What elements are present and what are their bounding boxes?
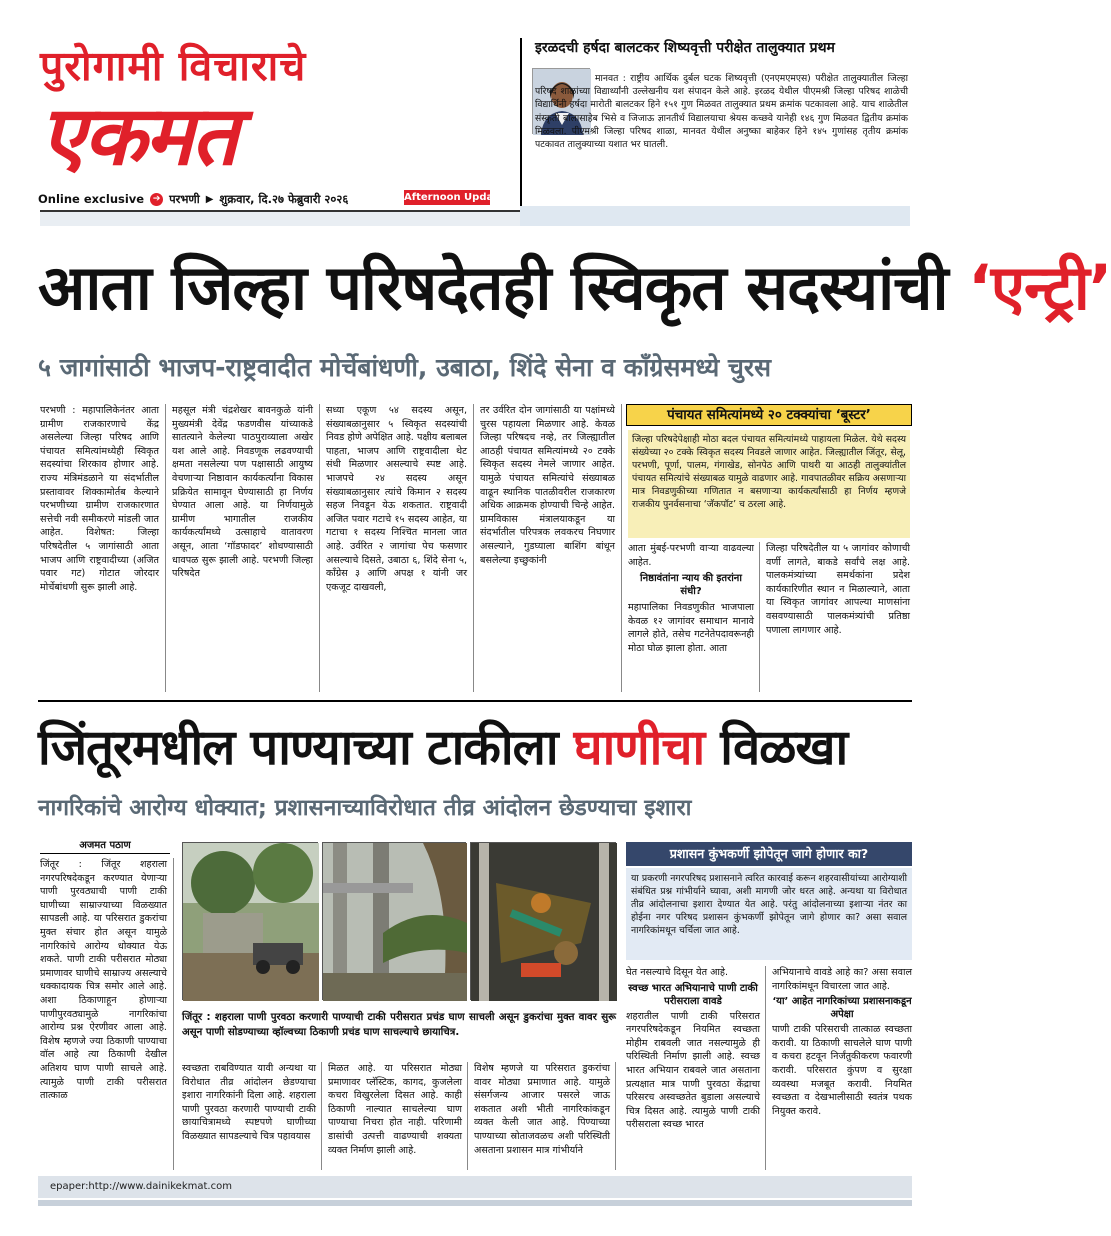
city-label: परभणी <box>169 191 200 206</box>
top-news-text: मानवत : राष्ट्रीय आर्थिक दुर्बल घटक शिष्यवृत्ती (एनएमएमएस) परीक्षेत तालुक्यातील जिल्हा परिषद शाळांच्या विद्यार्थ्यांनी उल्लेखनीय यश संपादन केले आहे. इरळद येथील पीएमश्री जिल्हा परिषद शाळेची विद्यार्थिनी हर्षदा मारोती बालटकर हिने १५१ गुण मिळवत तालुक्यात प्रथम क्रमांक पटकावला आहे. याच शाळेतील संस्कृती बालासाहेब भिसे व जिजाऊ ज्ञानतीर्थ विद्यालयाचा श्रेयस कच्छवे यानेही १४६ गुण मिळवत द्वितीय क्रमांक मिळवला. पीएमश्री जिल्हा परिषद शाळा, मानवत येथील अनुष्का बाहेकर हिने १४५ गुणांसह तृतीय क्रमांक पटकावत तालुक्याच्या यशात भर घातली. <box>535 73 908 151</box>
play-icon: ▶ <box>205 193 214 205</box>
online-exclusive-label: Online exclusive <box>38 192 145 206</box>
story2-column-4: विशेष म्हणजे या परिसरात डुकरांचा वावर मोठ्या प्रमाणात आहे. यामुळे संसर्गजन्य आजार पसरले जाऊ शकतात अशी भीती नागरिकांकडून व्यक्त केली जात आहे. पिण्याच्या पाण्याच्या स्रोताजवळच अशी परिस्थिती असताना प्रशासन मात्र गांभीर्याने <box>474 1062 616 1170</box>
valve-garbage-image <box>471 843 617 1001</box>
story2-column-5-text-b: शहरातील पाणी टाकी परिसरात नगरपरिषदेकडून नियमित स्वच्छता मोहीम राबवली जात नसल्यामुळे ही परिस्थिती निर्माण झाली आहे. स्वच्छ भारत अभियान राबवले जात असताना प्रत्यक्षात मात्र पाणी पुरवठा केंद्राचा परिसरच अस्वच्छतेत बुडाला असल्याचे चित्र दिसत आहे. त्यामुळे पाणी टाकी परीसराला स्वच्छ भारत <box>626 1010 760 1131</box>
story1-column-5-text-b: महापालिका निवडणुकीत भाजपाला केवळ १२ जागांवर समाधान मानावे लागले होते, तसेच गटनेतेपदावरूनही मोठा घोळ झाला होता. आता <box>628 602 754 654</box>
arrow-right-icon: ➔ <box>150 193 163 206</box>
story1-column-4: तर उर्वरित दोन जागांसाठी या पक्षांमध्ये चुरस पहायला मिळणार आहे. केवळ जिल्हा परिषदच नव्हे, तर जिल्ह्यातील आठही पंचायत समित्यांमध्ये २० टक्के स्विकृत सदस्य नेमले जाणार आहेत. यामुळे पंचायत समित्यांचे संख्याबळ वाढून स्थानिक पातळीवरील राजकारण अधिक आक्रमक होण्याची चिन्हे आहेत. ग्रामविकास मंत्रालयाकडून या संदर्भातील परिपत्रक लवकरच निघणार असल्याने, गुडघ्याला बाशिंग बांधून बसलेल्या इच्छुकांनी <box>480 404 622 692</box>
tank-photo-3 <box>470 842 616 1000</box>
story1-column-3: सध्या एकूण ५४ सदस्य असून, संख्याबळानुसार ५ स्विकृत सदस्यांची निवड होणे अपेक्षित आहे. पक्षीय बलाबल पाहता, भाजप आणि राष्ट्रवादीला थेट संधी मिळणार असल्याचे स्पष्ट आहे. भाजपचे २४ सदस्य असून संख्याबळानुसार त्यांचे किमान २ सदस्य सहज निवडून येऊ शकतात. राष्ट्रवादी अजित पवार गटाचे १५ सदस्य आहेत, या गटाचा १ सदस्य निश्चित मानला जात आहे. उर्वरित २ जागांचा पेच फसणार असल्याचे दिसते, उबाठा ६, शिंदे सेना ५, काँग्रेस ३ आणि अपक्ष १ यांनी जर एकजूट दाखवली, <box>326 404 474 692</box>
story1-column-5-text: आता मुंबई-परभणी वाऱ्या वाढवल्या आहेत. <box>628 543 754 568</box>
story2-column-6-text: अभियानाचे वावडे आहे का? असा सवाल नागरिकांमधून विचारला जात आहे. <box>772 967 912 992</box>
water-tank-image <box>323 843 467 1001</box>
story1-column-5 <box>628 542 760 692</box>
story2-column-6 <box>772 966 912 1170</box>
story2-headline-text: जिंतूरमधील पाण्याच्या टाकीला <box>38 719 574 776</box>
story2-column-5 <box>626 966 766 1170</box>
footer-url[interactable]: epaper:http://www.dainikekmat.com <box>38 1176 912 1198</box>
story2-headline-highlight: घाणीचा <box>573 719 705 776</box>
story2-column-1: जिंतूर : जिंतूर शहराला नगरपरिषदेकडून करण्यात येणाऱ्या पाणी पुरवठ्याची पाणी टाकी घाणीच्या साम्राज्याच्या विळख्यात सापडली आहे. या परिसरात डुकरांचा मुक्त संचार होत असून यामुळे नागरिकांचे आरोग्य धोक्यात येऊ शकते. पाणी टाकी परीसरात मोठ्या प्रमाणावर घाणीचे साम्राज्य असल्याचे धक्कादायक चित्र समोर आले आहे. अशा ठिकाणाहून होणाऱ्या पाणीपुरवठ्यामुळे नागरिकांचा आरोग्य प्रश्न ऐरणीवर आला आहे. विशेष म्हणजे ज्या ठिकाणी पाण्याचा वॉल आहे त्या ठिकाणी देखील अतिशय घाण पाणी साचले आहे. त्यामुळे पाणी टाकी परीसरात तात्काळ <box>40 858 174 1170</box>
photo-caption: जिंतूर : शहराला पाणी पुरवठा करणारी पाण्याची टाकी परीसरात प्रचंड घाण साचली असून डुकरांचा मुक्त वावर सुरू असून पाणी सोडण्याच्या व्हॉल्वच्या ठिकाणी प्रचंड घाण साचल्याचे छायाचित्र. <box>182 1012 616 1038</box>
footer-bar <box>38 1200 912 1206</box>
date-label: शुक्रवार, दि.२७ फेब्रुवारी २०२६ <box>219 191 349 206</box>
story2-subheadline: नागरिकांचे आरोग्य धोक्यात; प्रशासनाच्याविरोधात तीव्र आंदोलन छेडण्याचा इशारा <box>38 795 692 821</box>
masthead-logo: एकमत <box>40 88 237 184</box>
story1-column-2: महसूल मंत्री चंद्रशेखर बावनकुळे यांनी मुख्यमंत्री देवेंद्र फडणवीस यांच्याकडे सातत्याने केलेल्या पाठपुराव्याला अखेर यश आले आहे. निवडणूक लढवण्याची क्षमता नसलेल्या पण पक्षासाठी आयुष्य वेचणाऱ्या निष्ठावान कार्यकर्त्यांना विकास प्रक्रियेत सामावून घेण्यासाठी हा निर्णय घेण्यात आला आहे. या निर्णयामुळे ग्रामीण भागातील राजकीय कार्यकर्त्यांमध्ये उत्साहाचे वातावरण असून, आता ‘गॉडफादर’ शोधण्यासाठी धावपळ सुरू झाली आहे. परभणी जिल्हा परिषदेत <box>172 404 320 692</box>
story1-column-6: जिल्हा परिषदेतील या ५ जागांवर कोणाची वर्णी लागते, बाकडे सर्वांचे लक्ष आहे. पालकमंत्र्यांच्या समर्थकांना प्रदेश कार्यकारिणीत स्थान न मिळाल्याने, आता या स्विकृत जागांवर आपल्या माणसांना वसवण्यासाठी पालकमंत्र्यांची प्रतिष्ठा पणाला लागणार आहे. <box>766 543 910 636</box>
story1-column-5-subhead: निष्ठावंतांना न्याय की इतरांना संधी? <box>640 573 742 598</box>
story2-byline: अजमत पठाण <box>40 838 170 854</box>
story1-headline <box>38 236 1111 340</box>
story2-box-text: या प्रकरणी नगरपरिषद प्रशासनाने त्वरित कारवाई करून शहरवासीयांच्या आरोग्याशी संबंधित प्रश्न गांभीर्याने घ्यावा, अशी मागणी जोर धरत आहे. अन्यथा या विरोधात तीव्र आंदोलनाचा इशारा देण्यात येत आहे. परंतु आंदोलनाच्या इशाऱ्या नंतर का होईना नगर परिषद प्रशासन कुंभकर्णी झोपेतून जागे होणार का? असा सवाल नागरिकांमधून चर्चिला जात आहे. <box>626 868 912 960</box>
top-news-bottom-bar <box>520 206 910 226</box>
top-news-body <box>535 72 908 206</box>
story2-column-2: स्वच्छता राबविण्यात यावी अन्यथा या विरोधात तीव्र आंदोलन छेडण्याचा इशारा नागरिकांनी दिला आहे. शहराला पाणी पुरवठा करणारी पाण्याची टाकी छायाचित्रामध्ये स्पष्टपणे घाणीच्या विळख्यात सापडल्याचे चित्र पहावयास <box>182 1062 322 1170</box>
tank-yard-image <box>183 843 319 1001</box>
story2-column-6-subhead: ‘या’ आहेत नागरिकांच्या प्रशासनाकडून अपेक्षा <box>772 996 912 1021</box>
tank-photo-2 <box>322 842 466 1000</box>
story1-subheadline: ५ जागांसाठी भाजप-राष्ट्रवादीत मोर्चेबांधणी, उबाठा, शिंदे सेना व कॉंग्रेसमध्ये चुरस <box>38 353 771 382</box>
story2-column-5-subhead: स्वच्छ भारत अभियानाचे पाणी टाकी परीसराला वावडे <box>628 982 758 1007</box>
story2-column-3: मिळत आहे. या परिसरात मोठ्या प्रमाणावर प्लॅस्टिक, कागद, कुजलेला कचरा विखुरलेला दिसत आहे. काही ठिकाणी नाल्यात साचलेल्या घाण पाण्याचा निचरा होत नाही. परिणामी डासांची उत्पत्ती वाढण्याची शक्यता व्यक्त निर्माण झाली आहे. <box>328 1062 468 1170</box>
masthead-tagline: पुरोगामी विचाराचे <box>40 42 307 90</box>
story1-column-1: परभणी : महापालिकेनंतर आता ग्रामीण राजकारणाचे केंद्र असलेल्या जिल्हा परिषद आणि पंचायत समित्यांमध्येही स्विकृत सदस्यांचा शिरकाव होणार आहे. राज्य मंत्रिमंडळाने या संदर्भातील प्रस्तावावर शिक्कामोर्तब केल्याने परभणीच्या ग्रामीण राजकारणात सत्तेची नवी समीकरणे मांडली जात आहेत. विशेषत: जिल्हा परिषदेतील ५ जागांसाठी आता भाजप आणि राष्ट्रवादीच्या (अजित पवार गट) गोटात जोरदार मोर्चेबांधणी सुरू झाली आहे. <box>40 404 166 692</box>
story1-headline-text: आता जिल्हा परिषदेतही स्विकृत सदस्यांची <box>38 251 969 324</box>
story2-box-title: प्रशासन कुंभकर्णी झोपेतून जागे होणार का? <box>626 842 912 866</box>
story1-headline-highlight: ‘एन्ट्री’ <box>968 251 1111 324</box>
story2-headline <box>38 708 916 788</box>
section-divider <box>38 700 912 702</box>
story2-column-6-text-b: पाणी टाकी परिसराची तात्काळ स्वच्छता करावी. या ठिकाणी साचलेले घाण पाणी व कचरा हटवून निर्जंतुकीकरण फवारणी करावी. परिसरात कुंपण व सुरक्षा व्यवस्था मजबूत करावी. नियमित स्वच्छता व देखभालीसाठी स्वतंत्र पथक नियुक्त करावे. <box>772 1024 912 1117</box>
story1-box-text: जिल्हा परिषदेपेक्षाही मोठा बदल पंचायत समित्यांमध्ये पाहायला मिळेल. येथे सदस्य संख्येच्या २० टक्के स्विकृत सदस्य निवडले जाणार आहेत. जिल्ह्यातील जिंतूर, सेलू, परभणी, पूर्णा, पालम, गंगाखेड, सोनपेठ आणि पाथरी या आठही तालुक्यांतील पंचायत समित्यांचे संख्याबळ यामुळे वाढणार आहे. गावपातळीवर सक्रिय असणाऱ्या मात्र निवडणुकीच्या गणितात न बसणाऱ्या कार्यकर्त्यांसाठी हा निर्णय म्हणजे राजकीय पुनर्वसनाचा ‘जॅकपॉट’ च ठरला आहे. <box>628 430 910 538</box>
story2-headline-text-end: विळखा <box>704 719 848 776</box>
tank-photo-1 <box>182 842 318 1000</box>
edition-badge: Afternoon Update <box>404 192 505 203</box>
story1-box-title: पंचायत समित्यांमध्ये २० टक्क्यांचा ‘बूस्टर’ <box>626 404 912 426</box>
story2-column-5-text: घेत नसल्याचे दिसून येत आहे. <box>626 967 729 978</box>
top-news-title: इरळदची हर्षदा बालटकर शिष्यवृत्ती परीक्षेत तालुक्यात प्रथम <box>535 40 835 56</box>
